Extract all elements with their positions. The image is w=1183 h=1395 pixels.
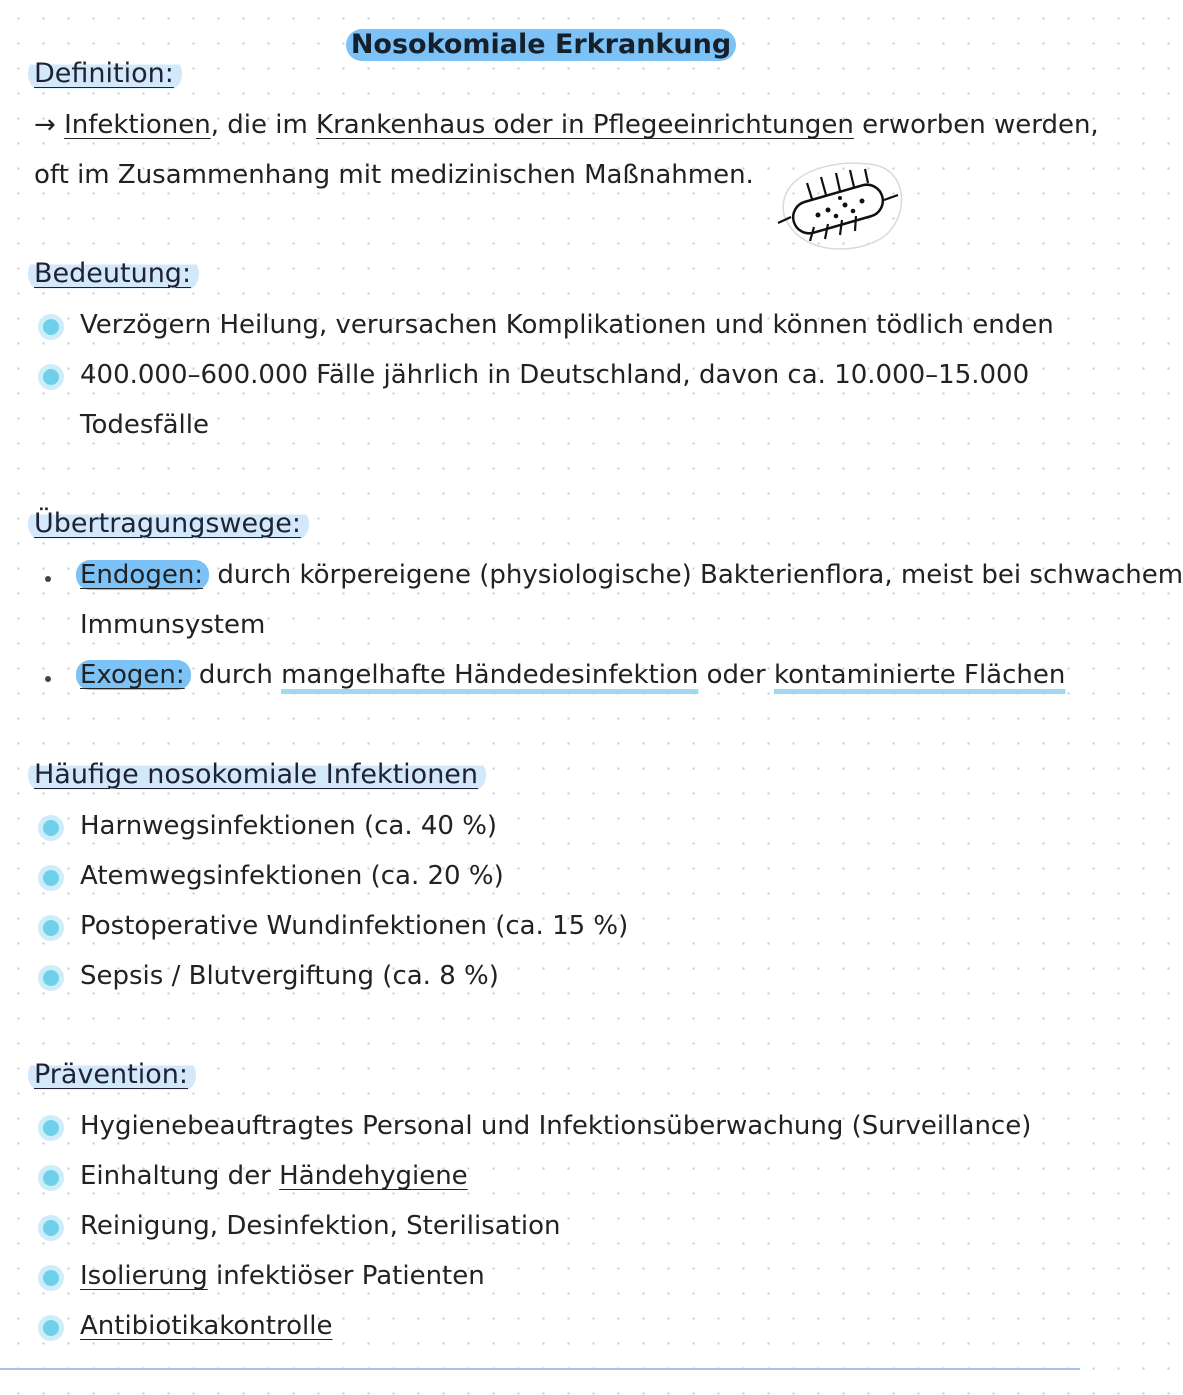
praevention-item-2: Einhaltung der Händehygiene <box>80 1161 468 1191</box>
page-title: Nosokomiale Erkrankung <box>346 29 736 61</box>
infection-item: Postoperative Wundinfektionen (ca. 15 %) <box>80 911 629 941</box>
heading-bedeutung: Bedeutung: <box>28 257 199 291</box>
bullet-icon <box>38 965 64 991</box>
praevention-item-3: Reinigung, Desinfektion, Sterilisation <box>80 1211 561 1241</box>
term-isolierung: Isolierung <box>80 1261 208 1291</box>
term-exogen: Exogen: <box>76 660 191 690</box>
bullet-icon <box>38 364 64 390</box>
infection-item: Atemwegsinfektionen (ca. 20 %) <box>80 861 504 891</box>
definition-line-1: → Infektionen, die im Krankenhaus oder in Pflegeeinrichtungen erworben werden, <box>34 110 1099 140</box>
dot-bullet-icon <box>45 576 51 582</box>
heading-haeufige-infektionen: Häufige nosokomiale Infektionen <box>28 758 486 792</box>
bullet-icon <box>38 1115 64 1141</box>
bedeutung-item-2-line-2: Todesfälle <box>80 410 209 440</box>
term-endogen: Endogen: <box>76 560 209 590</box>
infection-item: Sepsis / Blutvergiftung (ca. 8 %) <box>80 961 499 991</box>
bedeutung-item-2-line-1: 400.000–600.000 Fälle jährlich in Deutschland, davon ca. 10.000–15.000 <box>80 360 1030 390</box>
exogen-line: Exogen: durch mangelhafte Händedesinfektion oder kontaminierte Flächen <box>76 658 1065 692</box>
heading-praevention: Prävention: <box>28 1058 196 1092</box>
bullet-icon <box>38 865 64 891</box>
term-kontaminierte-flaechen: kontaminierte Flächen <box>773 660 1066 690</box>
heading-uebertragungswege: Übertragungswege: <box>28 507 309 541</box>
endogen-line-1: Endogen: durch körpereigene (physiologische) Bakterienflora, meist bei schwachem <box>76 558 1183 592</box>
infection-item: Harnwegsinfektionen (ca. 40 %) <box>80 811 498 841</box>
bullet-icon <box>38 1265 64 1291</box>
bullet-icon <box>38 314 64 340</box>
term-krankenhaus: Krankenhaus oder in Pflegeeinrichtungen <box>316 110 854 140</box>
bullet-icon <box>38 815 64 841</box>
bullet-icon <box>38 1215 64 1241</box>
bullet-icon <box>38 1315 64 1341</box>
heading-definition: Definition: <box>28 57 182 91</box>
endogen-line-2: Immunsystem <box>80 610 266 640</box>
term-haendehygiene: Händehygiene <box>279 1161 468 1191</box>
bacterium-icon <box>770 155 910 260</box>
dot-bullet-icon <box>45 676 51 682</box>
praevention-item-1: Hygienebeauftragtes Personal und Infektionsüberwachung (Surveillance) <box>80 1111 1032 1141</box>
term-infektionen: Infektionen <box>64 110 211 140</box>
definition-line-2: oft im Zusammenhang mit medizinischen Maßnahmen. <box>34 160 754 190</box>
praevention-item-4: Isolierung infektiöser Patienten <box>80 1261 485 1291</box>
bullet-icon <box>38 915 64 941</box>
bottom-divider <box>0 1368 1080 1370</box>
praevention-item-5: Antibiotikakontrolle <box>80 1311 333 1341</box>
arrow-icon: → <box>34 110 56 140</box>
bedeutung-item-1: Verzögern Heilung, verursachen Komplikationen und können tödlich enden <box>80 310 1054 340</box>
bullet-icon <box>38 1165 64 1191</box>
term-haendedesinfektion: mangelhafte Händedesinfektion <box>281 660 699 690</box>
